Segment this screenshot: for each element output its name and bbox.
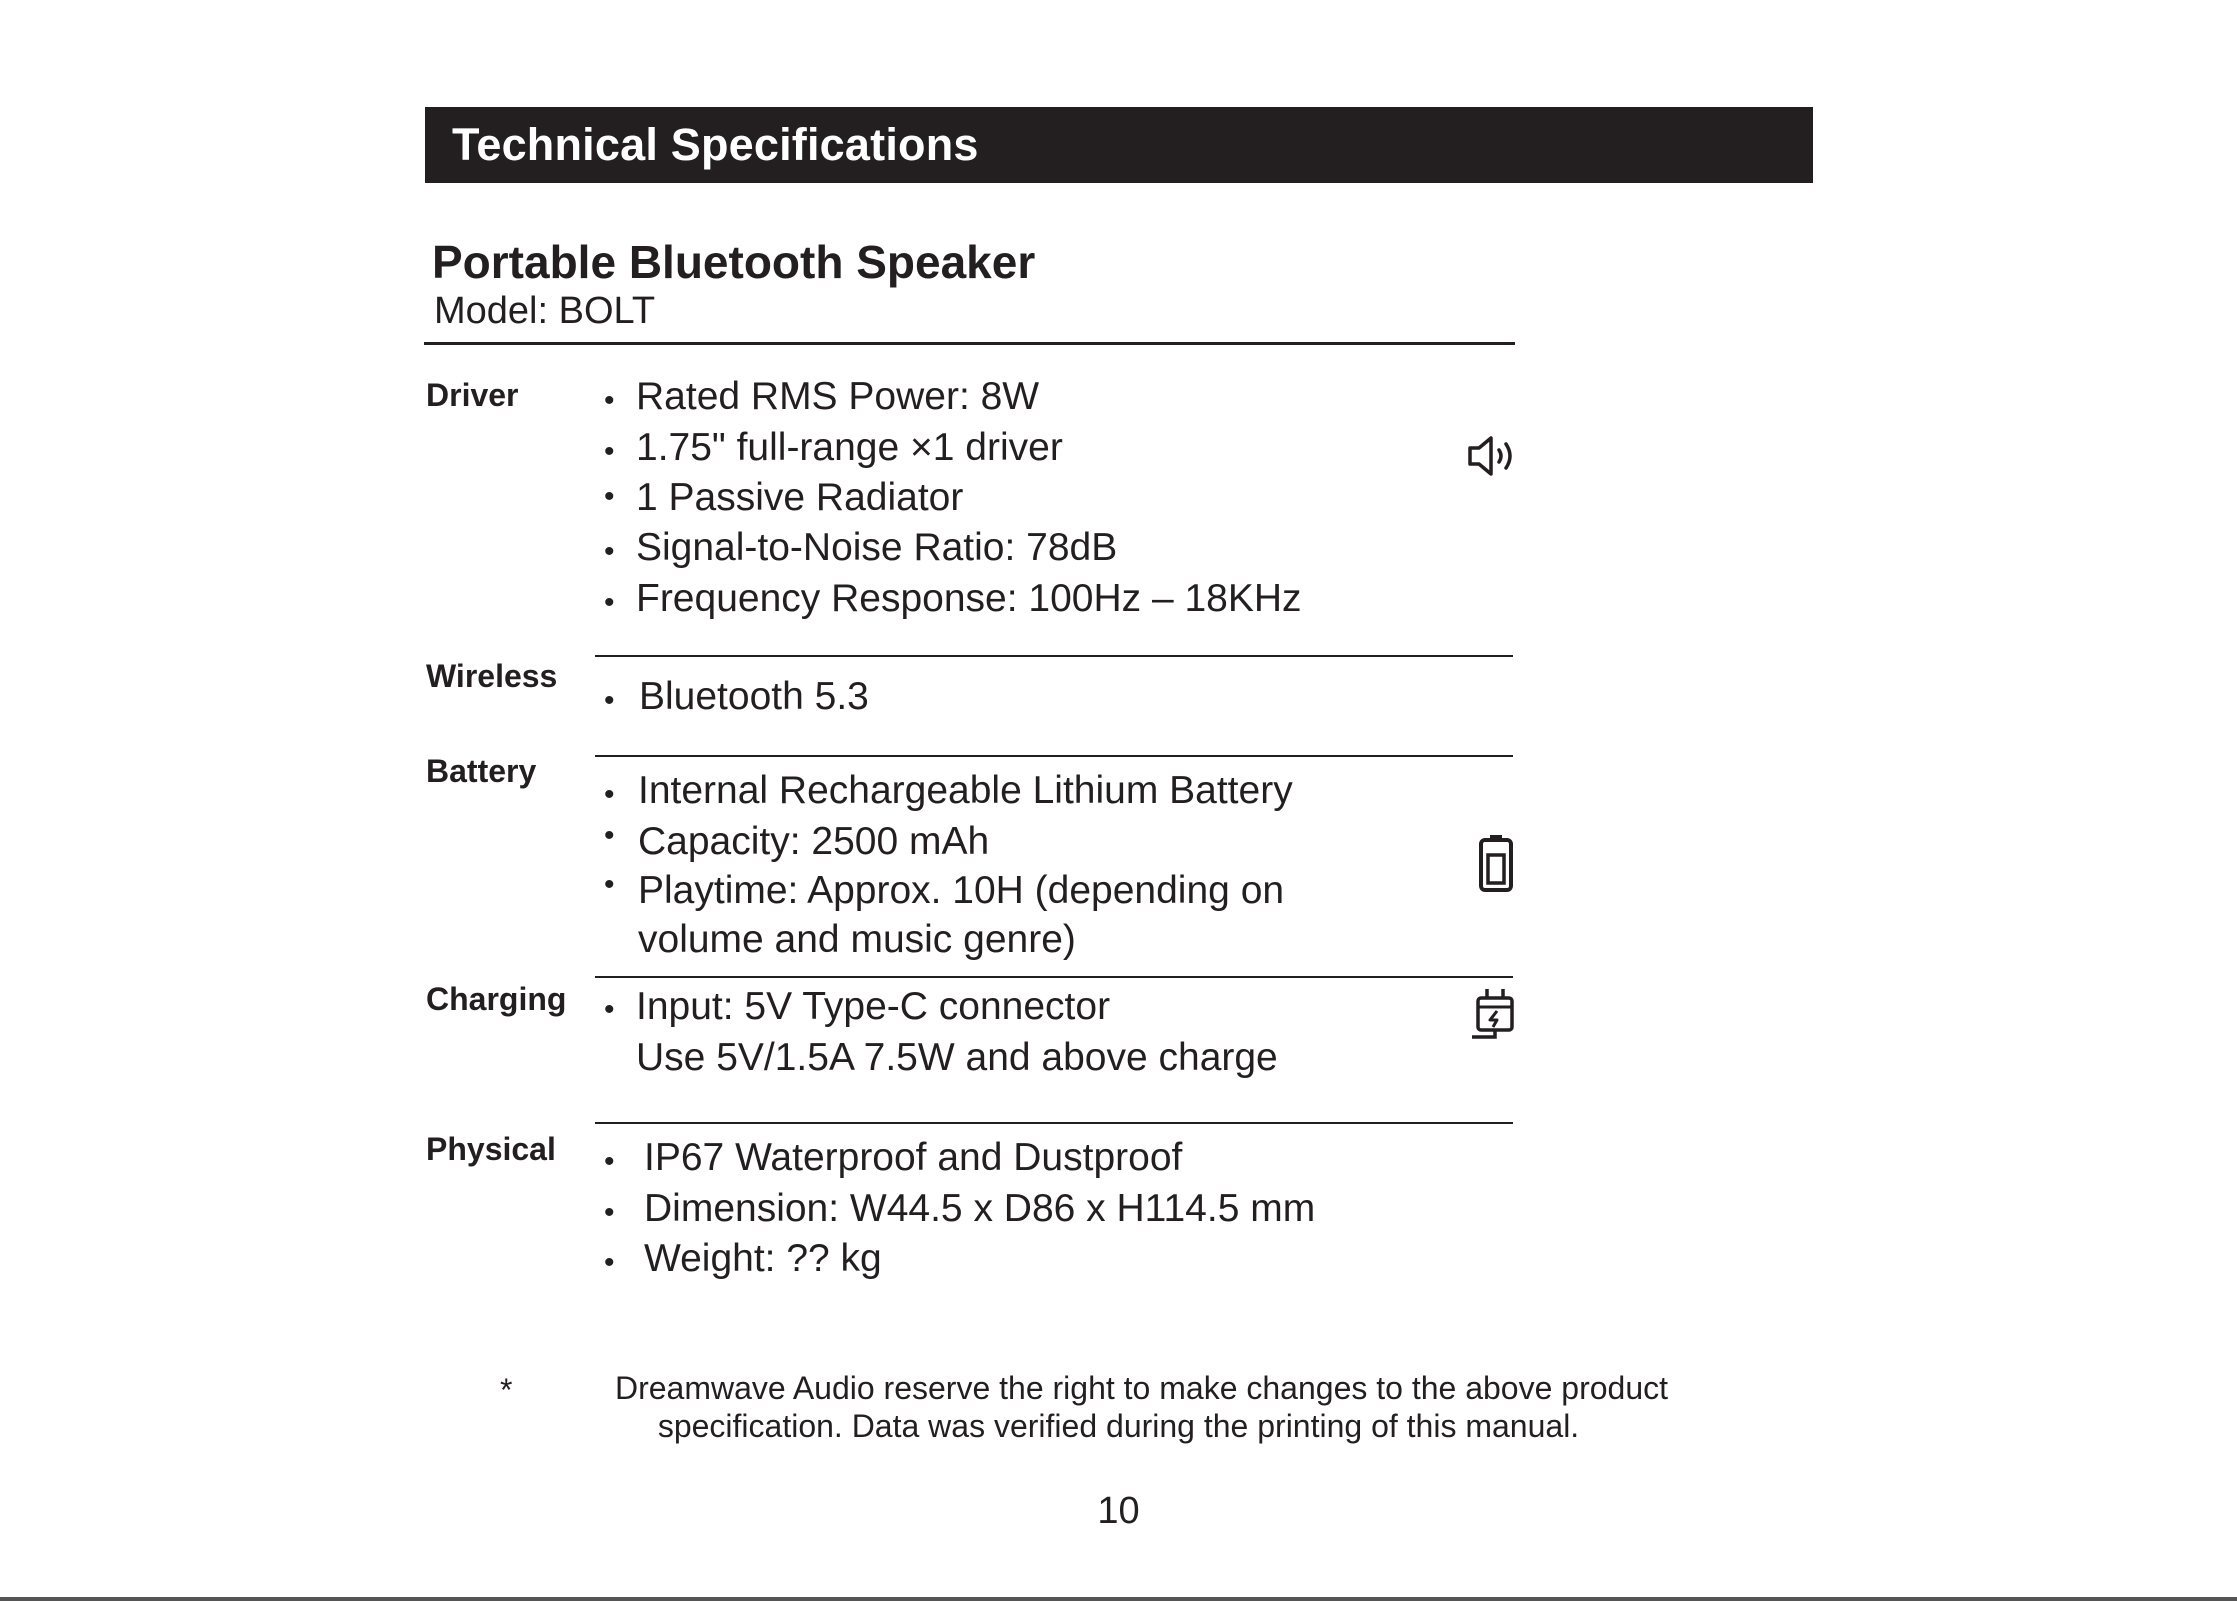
spec-item: 1 Passive Radiator <box>636 476 964 519</box>
page-title: Technical Specifications <box>452 119 979 170</box>
bullet: • <box>604 993 615 1026</box>
spec-item: IP67 Waterproof and Dustproof <box>644 1136 1183 1179</box>
bullet: • <box>604 819 615 852</box>
spec-item: Dimension: W44.5 x D86 x H114.5 mm <box>644 1187 1316 1230</box>
page-number: 10 <box>1097 1490 1140 1532</box>
section-divider <box>595 976 1513 978</box>
spec-item: Internal Rechargeable Lithium Battery <box>638 769 1293 812</box>
bullet: • <box>604 435 615 468</box>
footnote-line-1: Dreamwave Audio reserve the right to make changes to the above product <box>614 1370 1669 1406</box>
spec-item: Frequency Response: 100Hz – 18KHz <box>636 577 1302 620</box>
speaker-icon <box>1466 433 1520 484</box>
spec-item: Input: 5V Type-C connector <box>636 985 1111 1028</box>
bullet: • <box>604 384 615 417</box>
bullet: • <box>604 586 615 619</box>
bullet: • <box>604 868 615 901</box>
bullet: • <box>604 535 615 568</box>
spec-item: Use 5V/1.5A 7.5W and above charge <box>636 1036 1278 1079</box>
title-divider <box>424 342 1515 345</box>
footnote-line-2: specification. Data was verified during the printing of this manual. <box>657 1408 1580 1444</box>
section-label-wireless: Wireless <box>426 658 558 694</box>
spec-item: 1.75" full-range ×1 driver <box>636 426 1063 469</box>
bullet: • <box>604 684 615 717</box>
spec-item: Rated RMS Power: 8W <box>636 375 1040 418</box>
section-divider <box>595 655 1513 657</box>
section-divider <box>595 1122 1513 1124</box>
bottom-edge-line <box>0 1597 2237 1601</box>
header-bar <box>425 107 1813 183</box>
bullet: • <box>604 778 615 811</box>
bullet: • <box>604 480 615 513</box>
spec-item: volume and music genre) <box>638 918 1076 961</box>
section-label-physical: Physical <box>426 1131 556 1167</box>
product-title: Portable Bluetooth Speaker <box>432 236 1036 288</box>
footnote-marker: * <box>500 1372 513 1408</box>
spec-item: Playtime: Approx. 10H (depending on <box>638 869 1285 912</box>
section-label-battery: Battery <box>426 753 537 789</box>
spec-item: Bluetooth 5.3 <box>639 675 869 718</box>
spec-item: Signal-to-Noise Ratio: 78dB <box>636 526 1118 569</box>
spec-item: Weight: ?? kg <box>644 1237 882 1280</box>
bullet: • <box>604 1145 615 1178</box>
bullet: • <box>604 1246 615 1279</box>
charging-plug-icon <box>1470 987 1520 1048</box>
section-label-driver: Driver <box>426 377 519 413</box>
bullet: • <box>604 1196 615 1229</box>
battery-icon <box>1478 833 1514 898</box>
model-line: Model: BOLT <box>434 290 656 332</box>
section-divider <box>595 755 1513 757</box>
spec-item: Capacity: 2500 mAh <box>638 820 990 863</box>
section-label-charging: Charging <box>426 981 567 1017</box>
